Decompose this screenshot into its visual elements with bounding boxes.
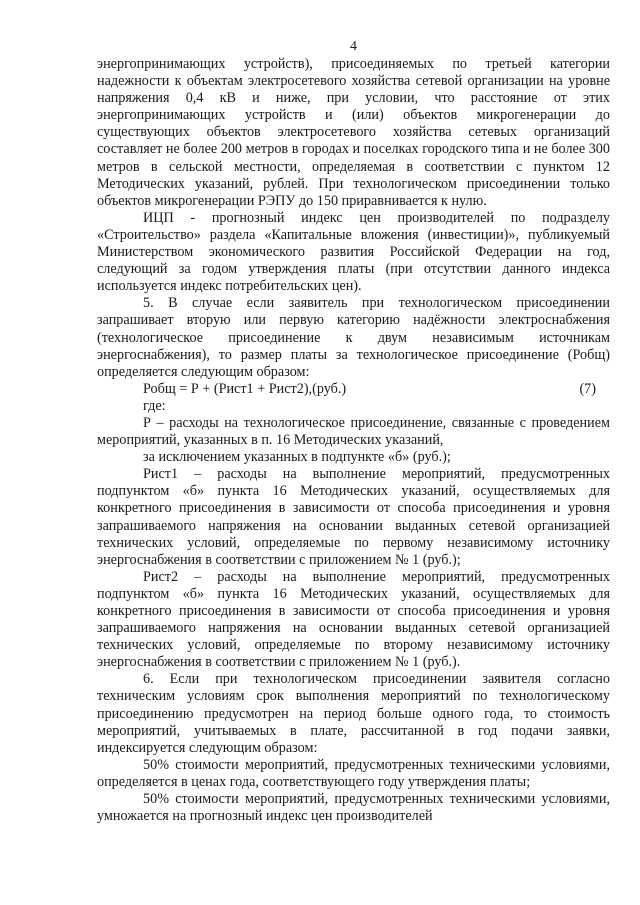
paragraph-repu-definition: энергопринимающих устройств), присоединяемых по третьей категории надежности к объектам электросетевого хозяйства сетевой организации на уровне напряжения 0,4 кВ и ниже, при условии, что расстояние от этих энергопринимающих устройств и (или) объектов микрогенерации до существующих объектов электросетевого хозяйства сетевых организаций составляет не более 200 метров в городах и поселках городского типа и не более 300 метров в сельской местности, определяемая в соответствии с пунктом 12 Методических указаний, рублей. При технологическом присоединении только объектов микрогенерации РЭПУ до 150 приравнивается к нулю. [97,56,610,209]
paragraph-icp-definition: ИЦП - прогнозный индекс цен производителей по подразделу «Строительство» раздела «Капитальные вложения (инвестиции)», публикуемый Министерством экономического развития Российской Федерации на год, следующий за годом утверждения платы (при отсутствии данного индекса используется индекс потребительских цен). [97,209,610,295]
definition-rist1: Рист1 – расходы на выполнение мероприятий, предусмотренных подпунктом «б» пункта 16 Методических указаний, осуществляемых для конкретного присоединения в зависимости от способа присоединения и уровня запрашиваемого напряжения на основании выданных сетевой организацией технических условий, определяемые по первому независимому источнику энергоснабжения в соответствии с приложением № 1 (руб.); [97,466,610,568]
paragraph-section-6: 6. Если при технологическом присоединении заявителя согласно техническим условиям срок выполнения мероприятий по технологическому присоединению предусмотрен на период больше одного года, то стоимость мероприятий, учитываемых в плате, рассчитанной в год подачи заявки, индексируется следующим образом: [97,671,610,756]
paragraph-section-5: 5. В случае если заявитель при технологическом присоединении запрашивает вторую или первую категорию надёжности электроснабжения (технологическое присоединение к двум независимым источникам энергоснабжения), то размер платы за технологическое присоединение (Робщ) определяется следующим образом: [97,295,610,380]
paragraph-50-percent-second: 50% стоимости мероприятий, предусмотренных техническими условиями, умножается на прогнозный индекс цен производителей [97,791,610,825]
paragraph-50-percent-first: 50% стоимости мероприятий, предусмотренных техническими условиями, определяется в ценах года, соответствующего году утверждения платы; [97,756,610,790]
definition-rist2: Рист2 – расходы на выполнение мероприятий, предусмотренных подпунктом «б» пункта 16 Методических указаний, осуществляемых для конкретного присоединения в зависимости от способа присоединения и уровня запрашиваемого напряжения на основании выданных сетевой организацией технических условий, определяемые по второму независимому источнику энергоснабжения в соответствии с приложением № 1 (руб.). [97,568,610,671]
definition-p-continuation: за исключением указанных в подпункте «б» (руб.); [143,449,451,466]
formula-7 [97,381,610,398]
where-label: где: [143,397,166,414]
formula-expression: Робщ = Р + (Рист1 + Рист2),(руб.) [143,380,347,397]
page-number: 4 [350,39,357,54]
definition-p: Р – расходы на технологическое присоединение, связанные с проведением мероприятий, указанных в п. 16 Методических указаний, [97,414,610,449]
formula-number: (7) [579,380,596,397]
